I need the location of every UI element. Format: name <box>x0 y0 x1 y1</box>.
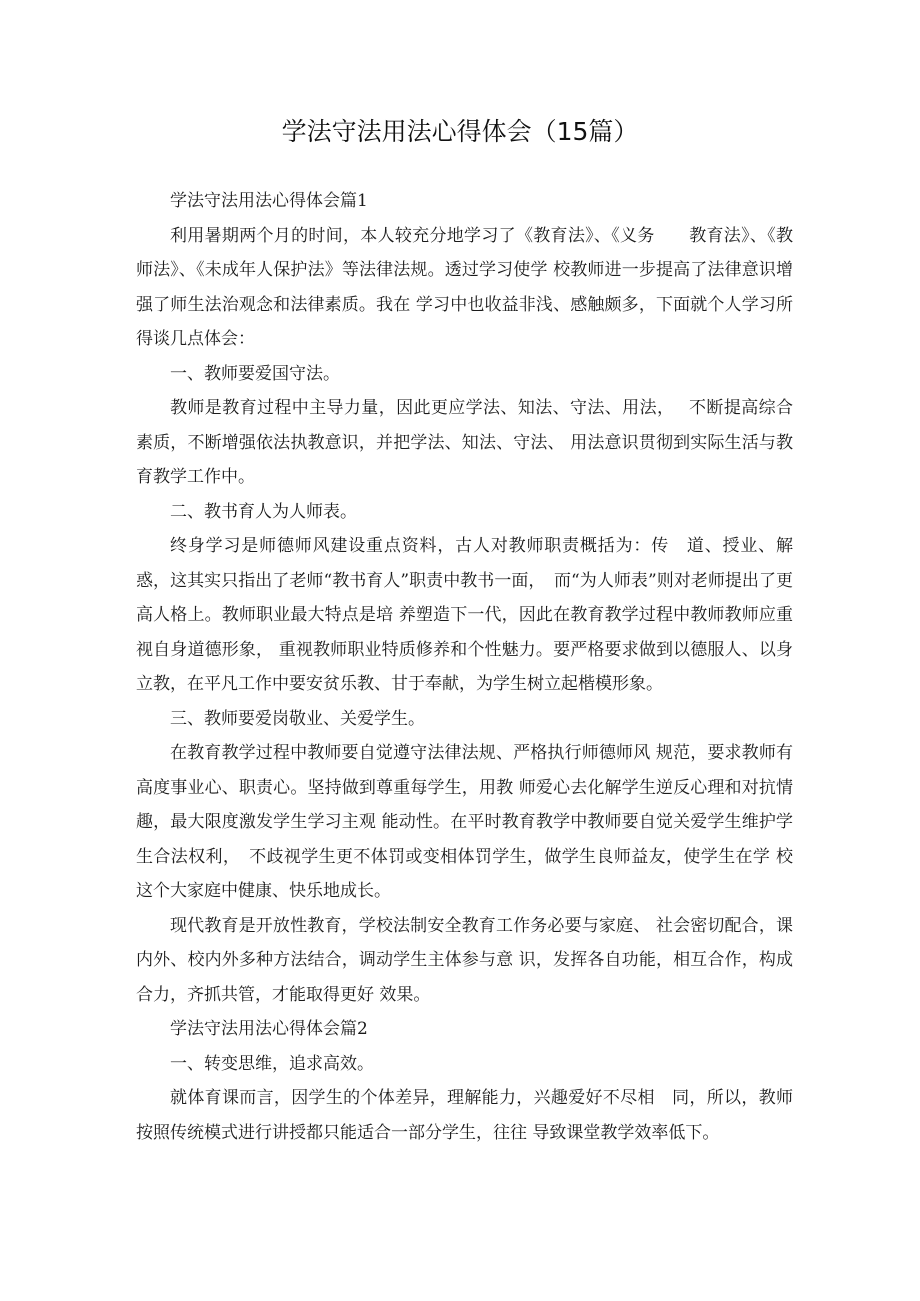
subheading: 一、教师要爱国守法。 <box>170 363 340 384</box>
section-heading-1: 学法守法用法心得体会篇1 <box>170 191 368 211</box>
paragraph: 就体育课而言，因学生的个体差异，理解能力，兴趣爱好不尽相 同，所以，教师按照传统模式进行讲授都只能适合一部分学生，往往 导致课堂教学效率低下。 <box>136 1088 793 1143</box>
subheading: 二、教书育人为人师表。 <box>170 501 357 522</box>
document-title: 学法守法用法心得体会（15篇） <box>281 117 639 146</box>
subheading: 三、教师要爱岗敬业、关爱学生。 <box>170 708 425 729</box>
subheading: 一、转变思维，追求高效。 <box>170 1053 374 1074</box>
paragraph: 终身学习是师德师风建设重点资料，古人对教师职责概括为：传 道、授业、解惑，这其实只指出了老师“教书育人”职责中教书一面， 而“为人师表”则对老师提出了更高人格上。教师职业最大特点是培 养塑造下一代，因此在教育教学过程中教师教师应重视自身道德形象， 重视教师职业特质修养和个性魅力。要严格要求做到以德服人、以身 立教，在平凡工作中要安贫乐教、甘于奉献，为学生树立起楷模形象。 <box>136 536 793 694</box>
section-heading-2: 学法守法用法心得体会篇2 <box>170 1019 368 1039</box>
document-body <box>136 184 793 1150</box>
paragraph: 利用暑期两个月的时间，本人较充分地学习了《教育法》、《义务 教育法》、《教师法》、《未成年人保护法》等法律法规。透过学习使学 校教师进一步提高了法律意识增强了师生法治观念和法律素质。我在 学习中也收益非浅、感触颇多，下面就个人学习所得谈几点体会： <box>136 225 793 349</box>
paragraph: 现代教育是开放性教育，学校法制安全教育工作务必要与家庭、 社会密切配合，课内外、校内外多种方法结合，调动学生主体参与意 识，发挥各自功能，相互合作，构成合力，齐抓共管，才能取得更好 效果。 <box>136 915 793 1005</box>
paragraph: 在教育教学过程中教师要自觉遵守法律法规、严格执行师德师风 规范，要求教师有高度事业心、职责心。坚持做到尊重每学生，用教 师爱心去化解学生逆反心理和对抗情趣，最大限度激发学生学习主观 能动性。在平时教育教学中教师要自觉关爱学生维护学生合法权利， 不歧视学生更不体罚或变相体罚学生，做学生良师益友，使学生在学 校这个大家庭中健康、快乐地成长。 <box>136 743 793 901</box>
paragraph: 教师是教育过程中主导力量，因此更应学法、知法、守法、用法， 不断提高综合素质，不断增强依法执教意识，并把学法、知法、守法、 用法意识贯彻到实际生活与教育教学工作中。 <box>136 398 793 487</box>
